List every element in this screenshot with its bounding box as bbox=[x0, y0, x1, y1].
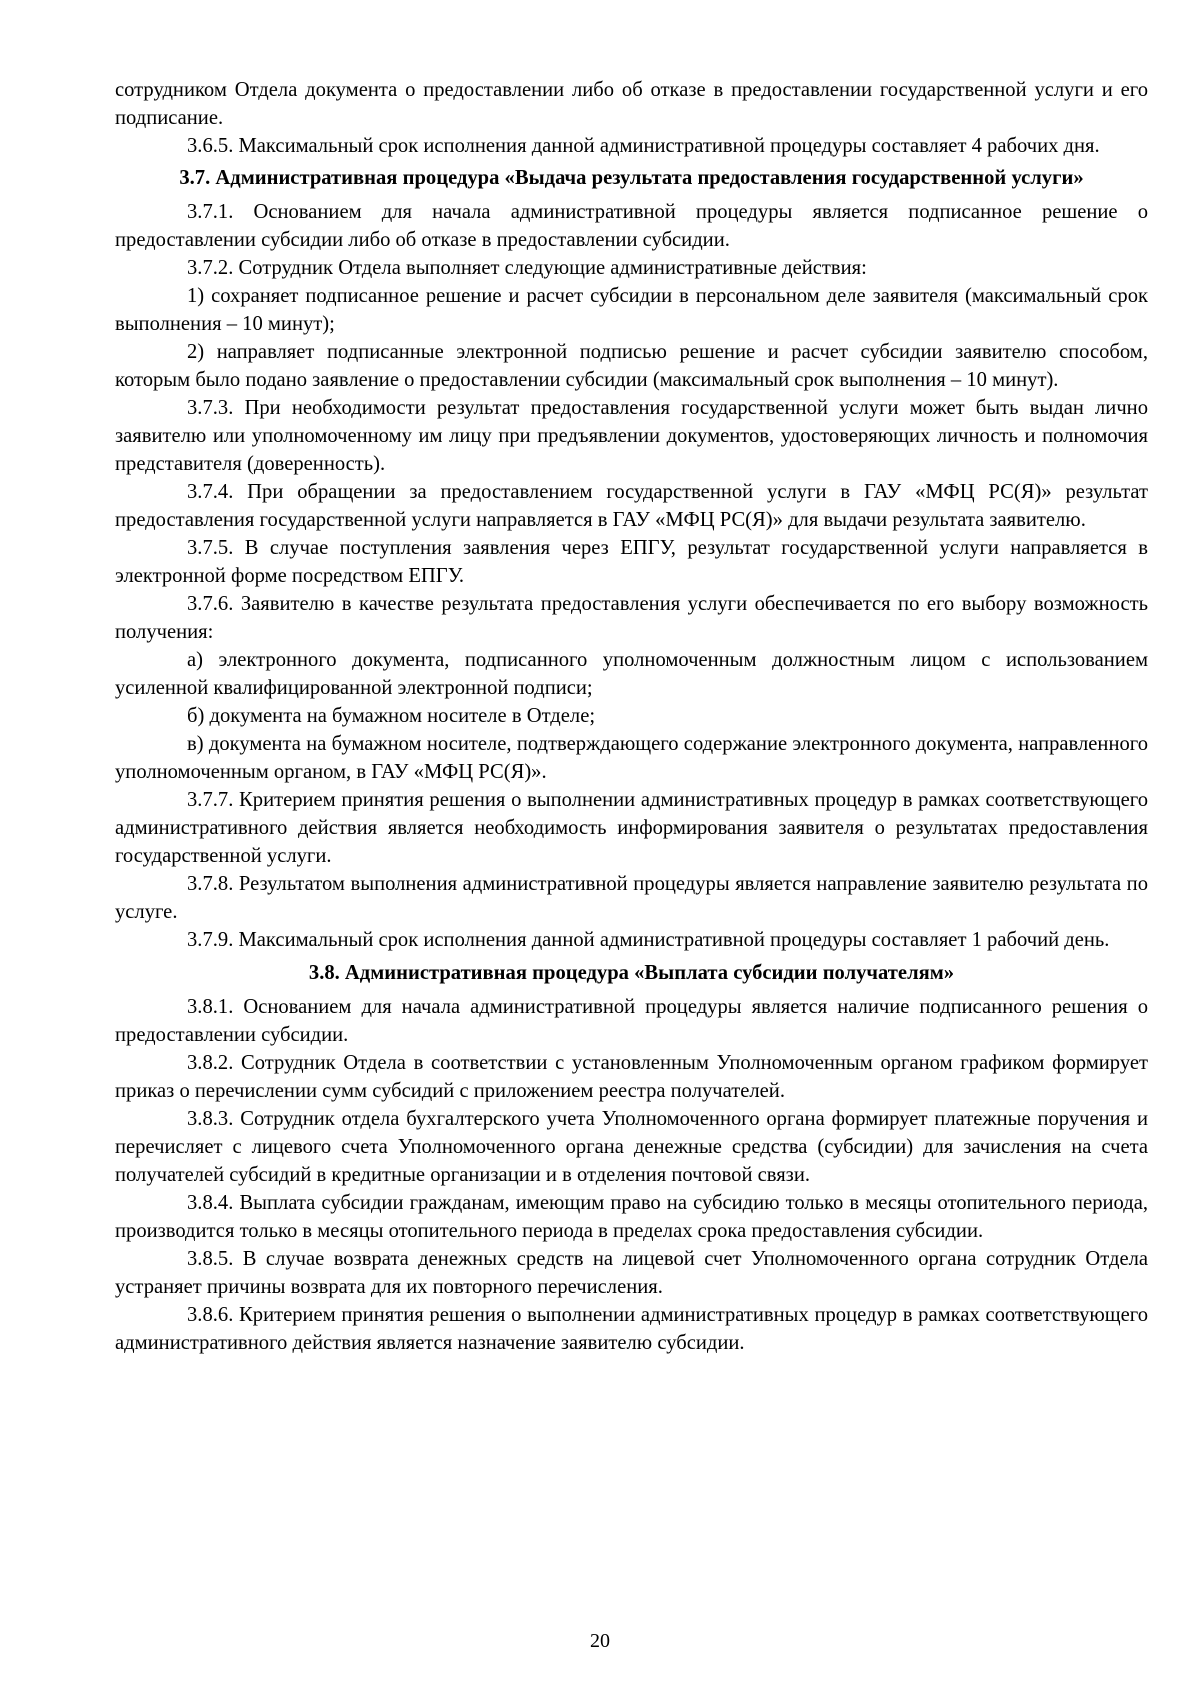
paragraph-3-7-3: 3.7.3. При необходимости результат предоставления государственной услуги может быть выдан лично заявителю или уполномоченному им лицу при предъявлении документов, удостоверяющих личность и полномочия представителя (доверенность). bbox=[115, 397, 1148, 475]
document-page bbox=[115, 76, 1148, 1357]
paragraph-continuation: сотрудником Отдела документа о предоставлении либо об отказе в предоставлении государственной услуги и его подписание. bbox=[115, 79, 1148, 129]
paragraph-3-8-5: 3.8.5. В случае возврата денежных средств на лицевой счет Уполномоченного органа сотрудник Отдела устраняет причины возврата для их повторного перечисления. bbox=[115, 1248, 1148, 1298]
list-item-3-7-6-c: в) документа на бумажном носителе, подтверждающего содержание электронного документа, направленного уполномоченным органом, в ГАУ «МФЦ РС(Я)». bbox=[115, 733, 1148, 783]
paragraph-3-7-7: 3.7.7. Критерием принятия решения о выполнении административных процедур в рамках соответствующего административного действия является необходимость информирования заявителя о результатах предоставления государственной услуги. bbox=[115, 789, 1148, 867]
page-number: 20 bbox=[590, 1630, 610, 1652]
paragraph-3-7-8: 3.7.8. Результатом выполнения административной процедуры является направление заявителю результата по услуге. bbox=[115, 873, 1148, 923]
paragraph-3-8-6: 3.8.6. Критерием принятия решения о выполнении административных процедур в рамках соответствующего административного действия является назначение заявителю субсидии. bbox=[115, 1304, 1148, 1354]
paragraph-3-7-1: 3.7.1. Основанием для начала административной процедуры является подписанное решение о предоставлении субсидии либо об отказе в предоставлении субсидии. bbox=[115, 201, 1148, 251]
list-item-3-7-2-1: 1) сохраняет подписанное решение и расчет субсидии в персональном деле заявителя (максимальный срок выполнения – 10 минут); bbox=[115, 285, 1148, 335]
list-item-3-7-6-b: б) документа на бумажном носителе в Отделе; bbox=[187, 705, 596, 727]
paragraph-3-7-6: 3.7.6. Заявителю в качестве результата предоставления услуги обеспечивается по его выбору возможность получения: bbox=[115, 593, 1148, 643]
list-item-3-7-2-2: 2) направляет подписанные электронной подписью решение и расчет субсидии заявителю способом, которым было подано заявление о предоставлении субсидии (максимальный срок выполнения – 10 минут). bbox=[115, 341, 1148, 391]
section-heading-3-7: 3.7. Административная процедура «Выдача результата предоставления государственной услуги» bbox=[179, 167, 1084, 189]
paragraph-3-6-5: 3.6.5. Максимальный срок исполнения данной административной процедуры составляет 4 рабочих дня. bbox=[187, 135, 1100, 157]
paragraph-3-8-2: 3.8.2. Сотрудник Отдела в соответствии с установленным Уполномоченным органом графиком формирует приказ о перечислении сумм субсидий с приложением реестра получателей. bbox=[115, 1052, 1148, 1102]
paragraph-3-8-4: 3.8.4. Выплата субсидии гражданам, имеющим право на субсидию только в месяцы отопительного периода, производится только в месяцы отопительного периода в пределах срока предоставления субсидии. bbox=[115, 1192, 1148, 1242]
paragraph-3-7-2: 3.7.2. Сотрудник Отдела выполняет следующие административные действия: bbox=[187, 257, 867, 279]
paragraph-3-8-3: 3.8.3. Сотрудник отдела бухгалтерского учета Уполномоченного органа формирует платежные поручения и перечисляет с лицевого счета Уполномоченного органа денежные средства (субсидии) для зачисления на счета получателей субсидий в кредитные организации и в отделения почтовой связи. bbox=[115, 1108, 1148, 1186]
paragraph-3-7-5: 3.7.5. В случае поступления заявления через ЕПГУ, результат государственной услуги направляется в электронной форме посредством ЕПГУ. bbox=[115, 537, 1148, 587]
section-heading-3-8: 3.8. Административная процедура «Выплата субсидии получателям» bbox=[308, 962, 955, 984]
paragraph-3-7-4: 3.7.4. При обращении за предоставлением государственной услуги в ГАУ «МФЦ РС(Я)» результат предоставления государственной услуги направляется в ГАУ «МФЦ РС(Я)» для выдачи результата заявителю. bbox=[115, 481, 1148, 531]
paragraph-3-8-1: 3.8.1. Основанием для начала административной процедуры является наличие подписанного решения о предоставлении субсидии. bbox=[115, 996, 1148, 1046]
list-item-3-7-6-a: а) электронного документа, подписанного уполномоченным должностным лицом с использованием усиленной квалифицированной электронной подписи; bbox=[115, 649, 1148, 699]
paragraph-3-7-9: 3.7.9. Максимальный срок исполнения данной административной процедуры составляет 1 рабочий день. bbox=[187, 929, 1110, 951]
